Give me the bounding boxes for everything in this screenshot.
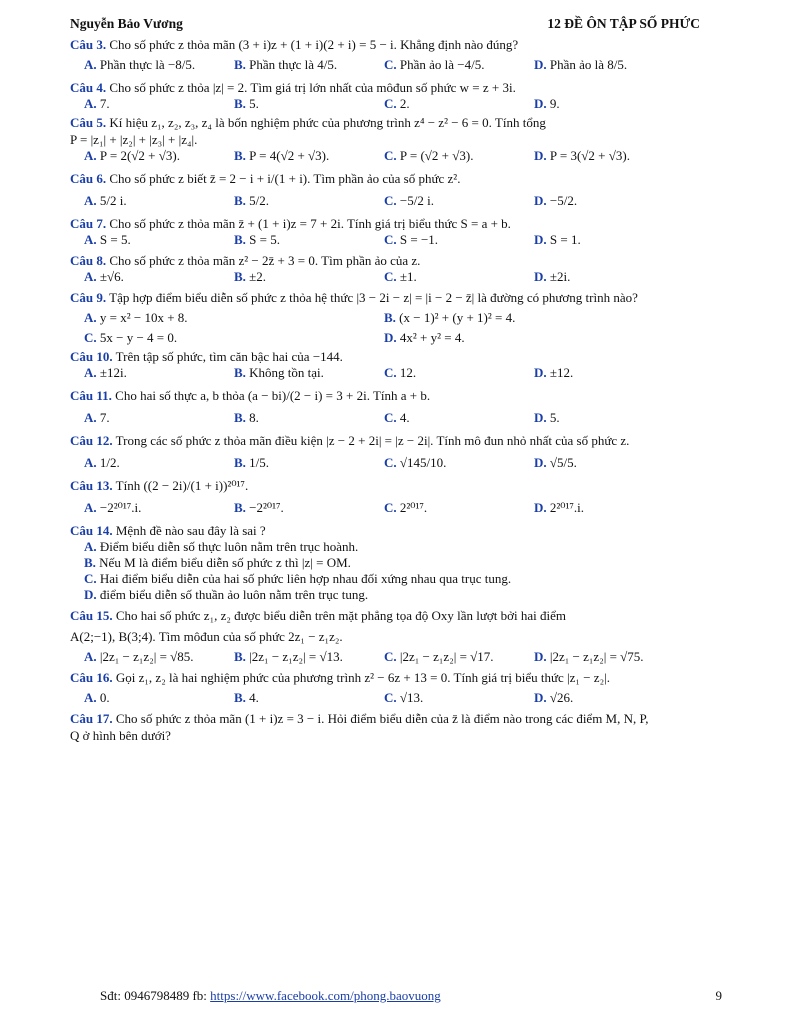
- options-q14: [70, 539, 720, 603]
- question-10: Câu 10. Trên tập số phức, tìm căn bậc hai của −144.: [70, 349, 343, 364]
- option-a: A. S = 5.: [84, 232, 131, 247]
- option-c: C. √145/10.: [384, 455, 447, 470]
- page-number: 9: [715, 988, 722, 1003]
- question-12: Câu 12. Trong các số phức z thỏa mãn điều kiện |z − 2 + 2i| = |z − 2i|. Tính mô đun nhỏ nhất của số phức z.: [70, 433, 630, 448]
- options-q15: [70, 649, 720, 665]
- document-title: 12 ĐỀ ÔN TẬP SỐ PHỨC: [547, 16, 700, 31]
- option-a: A. 1/2.: [84, 455, 120, 470]
- option-d: D. 5.: [534, 410, 560, 425]
- option-b: B. 5.: [234, 96, 259, 111]
- option-a: A. ±12i.: [84, 365, 127, 380]
- option-a: A. ±√6.: [84, 269, 124, 284]
- option-b: B. 4.: [234, 690, 259, 705]
- footer-contact: Sđt: 0946798489 fb: https://www.facebook.com/phong.baovuong: [100, 988, 441, 1003]
- question-6: Câu 6. Cho số phức z biết z̄ = 2 − i + i/(1 + i). Tìm phần ảo của số phức z².: [70, 171, 461, 186]
- options-q8: [70, 269, 720, 285]
- question-5: Câu 5. Kí hiệu z₁, z₂, z₃, z₄ là bốn nghiệm phức của phương trình z⁴ − z² − 6 = 0. Tính tổng: [70, 115, 546, 130]
- options-q16: [70, 690, 720, 706]
- option-a: A. Phần thực là −8/5.: [84, 57, 196, 72]
- option-a: A. 0.: [84, 690, 110, 705]
- option-d: D. Phần ảo là 8/5.: [534, 57, 628, 72]
- option-c: C. Hai điểm biểu diễn của hai số phức liên hợp nhau đối xứng nhau qua trục tung.: [84, 571, 512, 586]
- question-3: Câu 3. Cho số phức z thỏa mãn (3 + i)z + (1 + i)(2 + i) = 5 − i. Khẳng định nào đúng?: [70, 37, 519, 52]
- option-d: D. |2z₁ − z₁z₂| = √75.: [534, 649, 644, 664]
- question-13: Câu 13. Tính ((2 − 2i)/(1 + i))²⁰¹⁷.: [70, 478, 249, 493]
- question-5-cont: P = |z₁| + |z₂| + |z₃| + |z₄|.: [70, 132, 198, 147]
- option-d: D. ±12.: [534, 365, 574, 380]
- option-d: D. P = 3(√2 + √3).: [534, 148, 630, 163]
- option-a: A. Điểm biểu diễn số thực luôn nằm trên trục hoành.: [84, 539, 359, 554]
- options-q7: [70, 232, 720, 248]
- option-d: D. điểm biểu diễn số thuần ảo luôn nằm trên trục tung.: [84, 587, 369, 602]
- option-d: D. 2²⁰¹⁷.i.: [534, 500, 585, 515]
- question-15: Câu 15. Cho hai số phức z₁, z₂ được biểu diễn trên mặt phẳng tọa độ Oxy lần lượt bởi hai điểm: [70, 608, 566, 623]
- option-b: B. 5/2.: [234, 193, 270, 208]
- option-d: D. S = 1.: [534, 232, 581, 247]
- option-b: B. P = 4(√2 + √3).: [234, 148, 330, 163]
- author-name: Nguyễn Bảo Vương: [70, 16, 183, 31]
- option-b: B. −2²⁰¹⁷.: [234, 500, 284, 515]
- option-c: C. 2²⁰¹⁷.: [384, 500, 428, 515]
- option-a: A. −2²⁰¹⁷.i.: [84, 500, 142, 515]
- option-c: C. S = −1.: [384, 232, 439, 247]
- question-4: Câu 4. Cho số phức z thỏa |z| = 2. Tìm giá trị lớn nhất của môđun số phức w = z + 3i.: [70, 80, 516, 95]
- question-9: Câu 9. Tập hợp điểm biểu diễn số phức z thỏa hệ thức |3 − 2i − z| = |i − 2 − z̄| là đường có phương trình nào?: [70, 290, 638, 305]
- option-c: C. −5/2 i.: [384, 193, 434, 208]
- option-c: C. Phần ảo là −4/5.: [384, 57, 485, 72]
- option-a: A. 7.: [84, 96, 110, 111]
- question-8: Câu 8. Cho số phức z thỏa mãn z² − 2z̄ + 3 = 0. Tìm phần ảo của z.: [70, 253, 421, 268]
- option-d: D. √5/5.: [534, 455, 577, 470]
- option-b: B. 8.: [234, 410, 259, 425]
- option-b: B. 1/5.: [234, 455, 270, 470]
- question-17: Câu 17. Cho số phức z thỏa mãn (1 + i)z = 3 − i. Hỏi điểm biểu diễn của z̄ là điểm nào trong các điểm M, N, P,: [70, 711, 649, 726]
- option-c: C. ±1.: [384, 269, 417, 284]
- option-d: D. 9.: [534, 96, 560, 111]
- option-a: A. y = x² − 10x + 8.: [84, 310, 188, 325]
- option-b: B. Không tồn tại.: [234, 365, 324, 380]
- options-q12: [70, 455, 720, 471]
- question-17-cont: Q ở hình bên dưới?: [70, 728, 171, 743]
- option-c: C. 4.: [384, 410, 410, 425]
- option-c: C. |2z₁ − z₁z₂| = √17.: [384, 649, 494, 664]
- option-c: C. P = (√2 + √3).: [384, 148, 474, 163]
- option-a: A. P = 2(√2 + √3).: [84, 148, 180, 163]
- options-q3: [70, 57, 720, 73]
- option-b: B. Phần thực là 4/5.: [234, 57, 338, 72]
- question-15-cont: A(2;−1), B(3;4). Tìm môđun của số phức 2z₁ − z₁z₂.: [70, 629, 343, 644]
- page-header: [70, 16, 700, 32]
- options-q13: [70, 500, 720, 516]
- option-a: A. 5/2 i.: [84, 193, 127, 208]
- option-b: B. Nếu M là điểm biểu diễn số phức z thì |z| = OM.: [84, 555, 351, 570]
- option-a: A. 7.: [84, 410, 110, 425]
- option-c: C. √13.: [384, 690, 424, 705]
- question-list: [70, 36, 720, 744]
- option-d: D. ±2i.: [534, 269, 571, 284]
- option-d: D. −5/2.: [534, 193, 578, 208]
- options-q6: [70, 193, 720, 209]
- options-q5: [70, 148, 720, 164]
- option-b: B. (x − 1)² + (y + 1)² = 4.: [384, 310, 516, 325]
- option-b: B. S = 5.: [234, 232, 280, 247]
- option-c: C. 12.: [384, 365, 417, 380]
- option-d: D. √26.: [534, 690, 574, 705]
- question-11: Câu 11. Cho hai số thực a, b thỏa (a − bi)/(2 − i) = 3 + 2i. Tính a + b.: [70, 388, 431, 403]
- option-b: B. ±2.: [234, 269, 267, 284]
- option-a: A. |2z₁ − z₁z₂| = √85.: [84, 649, 194, 664]
- options-q4: [70, 96, 720, 112]
- options-q9-row2: [70, 330, 720, 346]
- option-c: C. 2.: [384, 96, 410, 111]
- question-16: Câu 16. Gọi z₁, z₂ là hai nghiệm phức của phương trình z² − 6z + 13 = 0. Tính giá trị biểu thức |z₁ − z₂|.: [70, 670, 610, 685]
- options-q10: [70, 365, 720, 381]
- facebook-link[interactable]: https://www.facebook.com/phong.baovuong: [210, 988, 441, 1003]
- option-b: B. |2z₁ − z₁z₂| = √13.: [234, 649, 343, 664]
- page-footer: [100, 988, 722, 1004]
- option-d: D. 4x² + y² = 4.: [384, 330, 465, 345]
- options-q11: [70, 410, 720, 426]
- option-c: C. 5x − y − 4 = 0.: [84, 330, 178, 345]
- question-14: Câu 14. Mệnh đề nào sau đây là sai ?: [70, 523, 266, 538]
- options-q9-row1: [70, 310, 720, 326]
- question-7: Câu 7. Cho số phức z thỏa mãn z̄ + (1 + i)z = 7 + 2i. Tính giá trị biểu thức S = a + b.: [70, 216, 511, 231]
